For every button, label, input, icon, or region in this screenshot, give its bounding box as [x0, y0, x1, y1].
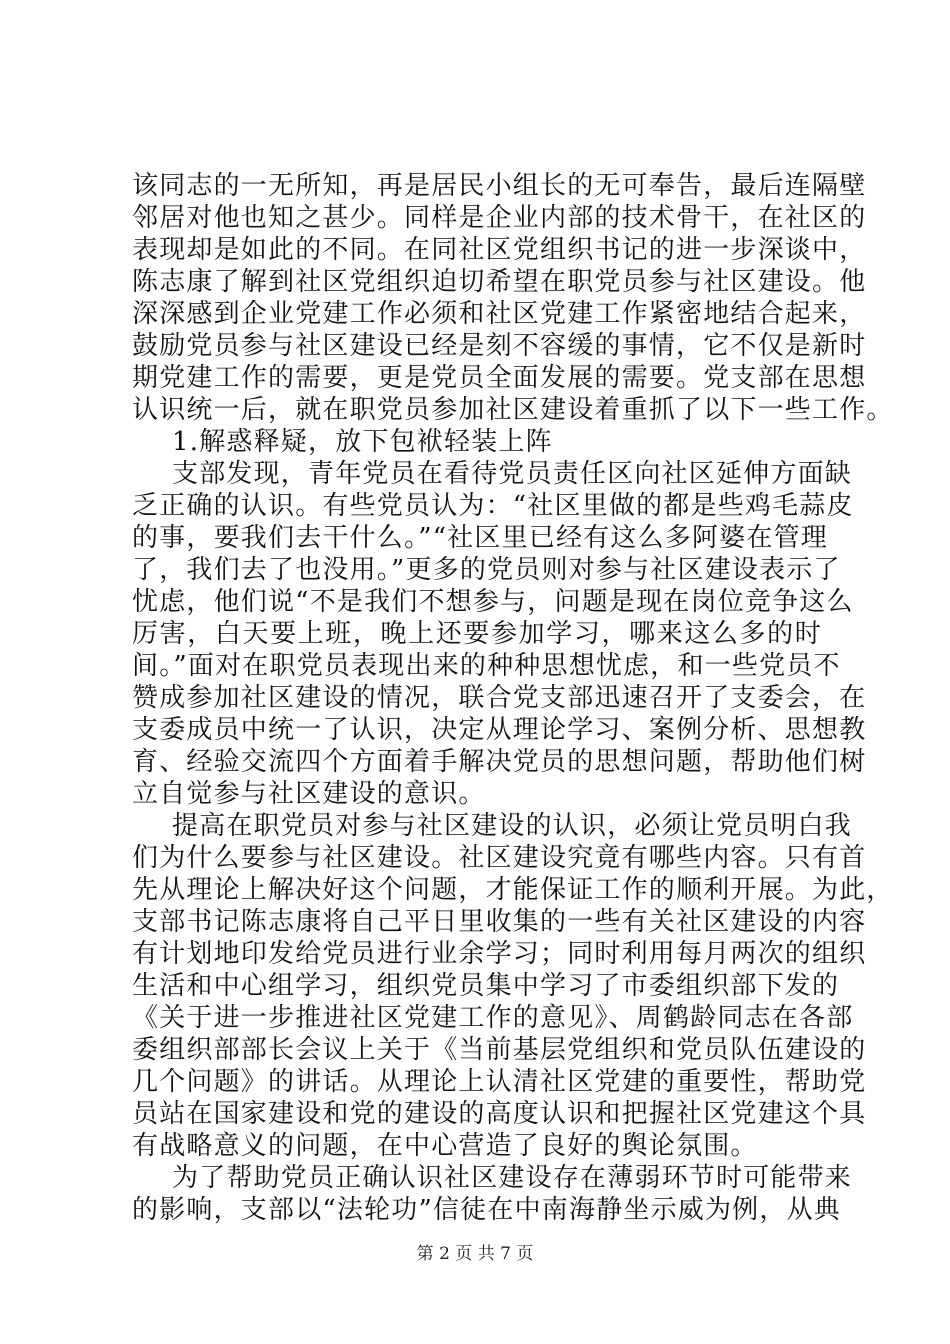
text-line: 邻居对他也知之甚少。同样是企业内部的技术骨干，在社区的 [132, 203, 867, 233]
page-number-footer: 第 2 页 共 7 页 [416, 1244, 534, 1264]
text-line: 认识统一后，就在职党员参加社区建设着重抓了以下一些工作。 [132, 395, 894, 425]
text-line: 员站在国家建设和党的建设的高度认识和把握社区党建这个具 [132, 1099, 867, 1129]
text-line: 支部发现，青年党员在看待党员责任区向社区延伸方面缺 [172, 459, 853, 489]
text-line: 鼓励党员参与社区建设已经是刻不容缓的事情，它不仅是新时 [132, 331, 867, 361]
text-line: 深深感到企业党建工作必须和社区党建工作紧密地结合起来， [132, 299, 867, 329]
text-line: 提高在职党员对参与社区建设的认识，必须让党员明白我 [172, 811, 853, 841]
text-line: 们为什么要参与社区建设。社区建设究竟有哪些内容。只有首 [132, 843, 867, 873]
text-line: 有计划地印发给党员进行业余学习；同时利用每月两次的组织 [132, 939, 867, 969]
text-line: 表现却是如此的不同。在同社区党组织书记的进一步深谈中， [132, 235, 867, 265]
text-line: 支委成员中统一了认识，决定从理论学习、案例分析、思想教 [132, 715, 867, 745]
text-line: 的事，要我们去干什么。”“社区里已经有这么多阿婆在管理 [132, 523, 828, 553]
text-line: 的影响，支部以“法轮功”信徒在中南海静坐示威为例，从典 [132, 1195, 841, 1225]
text-line: 陈志康了解到社区党组织迫切希望在职党员参与社区建设。他 [132, 267, 867, 297]
text-line: 先从理论上解决好这个问题，才能保证工作的顺利开展。为此， [132, 875, 894, 905]
text-line: 育、经验交流四个方面着手解决党员的思想问题，帮助他们树 [132, 747, 867, 777]
text-line: 生活和中心组学习，组织党员集中学习了市委组织部下发的 [132, 971, 840, 1001]
text-line: 委组织部部长会议上关于《当前基层党组织和党员队伍建设的 [132, 1035, 867, 1065]
text-line: 有战略意义的问题，在中心营造了良好的舆论氛围。 [132, 1131, 758, 1161]
text-line: 赞成参加社区建设的情况，联合党支部迅速召开了支委会，在 [132, 683, 867, 713]
text-line: 间。”面对在职党员表现出来的种种思想忧虑，和一些党员不 [132, 651, 841, 681]
document-body [132, 170, 894, 1226]
section-heading: 1.解惑释疑，放下包袱轻装上阵 [172, 427, 553, 457]
text-line: 了，我们去了也没用。”更多的党员则对参与社区建设表示了 [132, 555, 841, 585]
text-line: 《关于进一步推进社区党建工作的意见》、周鹤龄同志在各部 [132, 1003, 854, 1033]
text-line: 厉害，白天要上班，晚上还要参加学习，哪来这么多的时 [132, 619, 822, 649]
text-line: 期党建工作的需要，更是党员全面发展的需要。党支部在思想 [132, 363, 867, 393]
text-line: 支部书记陈志康将自己平日里收集的一些有关社区建设的内容 [132, 907, 867, 937]
text-line: 立自觉参与社区建设的意识。 [132, 779, 486, 809]
text-line: 为了帮助党员正确认识社区建设存在薄弱环节时可能带来 [172, 1163, 853, 1193]
text-line: 乏正确的认识。有些党员认为：“社区里做的都是些鸡毛蒜皮 [132, 491, 854, 521]
text-line: 几个问题》的讲话。从理论上认清社区党建的重要性，帮助党 [132, 1067, 867, 1097]
text-line: 忧虑，他们说“不是我们不想参与，问题是现在岗位竞争这么 [132, 587, 854, 617]
text-line: 该同志的一无所知，再是居民小组长的无可奉告，最后连隔壁 [132, 171, 867, 201]
